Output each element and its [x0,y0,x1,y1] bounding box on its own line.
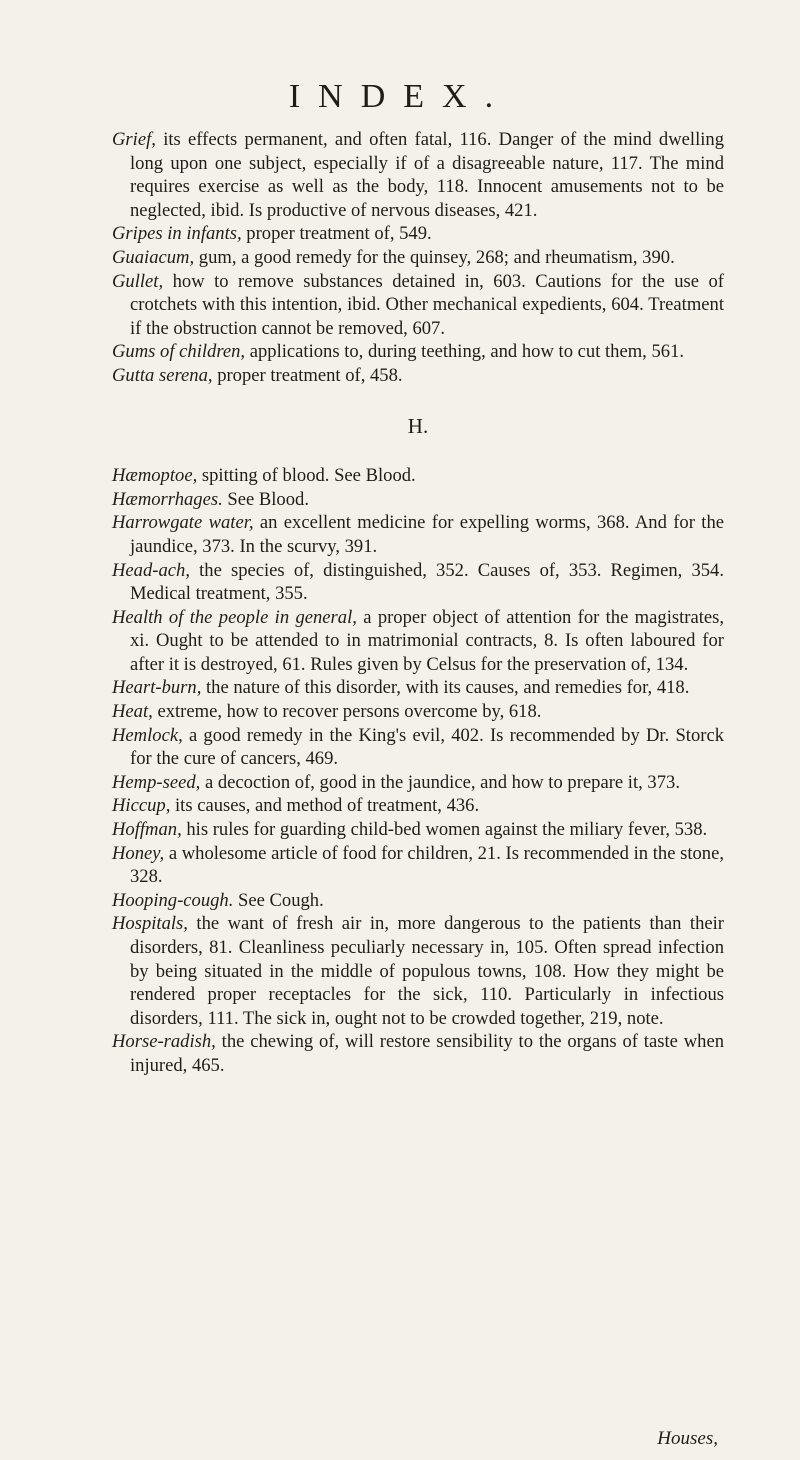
entry-term: Grief, [112,129,156,150]
entry-term: Horse-radish, [112,1031,216,1053]
entry-text: an excellent medicine for expelling worms, 368. And for the jaundice, 373. In the scurvy, 391. [130,512,724,557]
index-entry [112,222,724,246]
entry-term: Harrowgate water, [112,512,254,534]
index-entry [112,889,724,913]
entry-text: its effects permanent, and often fatal, 116. Danger of the mind dwelling long upon one subject, especially if of a disagreeable nature, 117. The mind requires exercise as well as the body, 118. Innocent amusements not to be neglected, ibid. Is productive of nervous diseases, 421. [130,129,724,221]
index-entry [112,700,724,724]
entry-text: the nature of this disorder, with its causes, and remedies for, 418. [201,677,690,699]
index-entry [112,364,724,388]
catchword: Houses, [657,1428,718,1449]
entry-text: his rules for guarding child-bed women against the miliary fever, 538. [181,819,708,841]
entry-term: Hoffman, [112,819,182,841]
entry-text: See Cough. [233,889,324,911]
index-entry [112,842,724,889]
entry-term: Guaiacum, [112,246,195,268]
entry-term: Hooping-cough. [112,889,234,911]
entry-term: Honey, [112,842,165,864]
entry-term: Health of the people in general, [112,606,357,628]
index-entry [112,606,724,677]
index-entry [112,724,724,771]
entry-text: applications to, during teething, and how to cut them, 561. [245,341,685,363]
index-entry [112,912,724,1030]
index-entry [112,511,724,558]
entry-text: spitting of blood. See Blood. [197,465,416,487]
entry-text: the chewing of, will restore sensibility to the organs of taste when injured, 465. [130,1031,724,1076]
entry-term: Hæmorrhages. [112,488,223,510]
page-header: INDEX. [288,78,512,115]
entry-term: Hemlock, [112,724,183,746]
index-entry [112,559,724,606]
index-entry [112,1030,724,1077]
index-entry [112,340,724,364]
entry-term: Head-ach, [112,559,190,581]
entry-text: its causes, and method of treatment, 436. [170,795,480,817]
entry-text: how to remove substances detained in, 603. Cautions for the use of crotchets with this intention, ibid. Other mechanical expedients, 604. Treatment if the obstruction cannot be removed, 607. [130,270,724,339]
index-entry [112,676,724,700]
entry-text: the want of fresh air in, more dangerous to the patients than their disorders, 81. Cleanliness peculiarly necessary in, 105. Often spread infection by being situated in the middle of populous towns, 108. How they might be rendered proper receptacles for the sick, 110. Particularly in infectious disorders, 111. The sick in, ought not to be crowded together, 219, note. [130,913,724,1029]
index-entries [112,128,724,1078]
entry-text: proper treatment of, 549. [241,223,432,245]
entry-term: Hiccup, [112,795,171,817]
entry-term: Heat, [112,701,153,723]
entry-text: a proper object of attention for the magistrates, xi. Ought to be attended to in matrimonial contracts, 8. Is often laboured for after it is destroyed, 61. Rules given by Celsus for the preservation of, 134. [130,606,725,675]
entry-term: Hospitals, [112,913,188,935]
entry-text: gum, a good remedy for the quinsey, 268; and rheumatism, 390. [194,246,675,268]
entry-term: Hemp-seed, [112,771,201,793]
index-entry [112,128,724,222]
entry-text: extreme, how to recover persons overcome by, 618. [152,701,542,723]
index-entry [112,246,724,270]
entry-text: proper treatment of, 458. [212,364,403,386]
entry-term: Gutta serena, [112,364,213,386]
entry-text: a wholesome article of food for children, 21. Is recommended in the stone, 328. [130,842,724,888]
entries-g [112,128,724,388]
entry-text: the species of, distinguished, 352. Causes of, 353. Regimen, 354. Medical treatment, 355. [130,559,724,605]
entry-term: Heart-burn, [112,677,202,699]
entry-term: Gripes in infants, [112,223,242,245]
index-entry [112,464,724,488]
entry-term: Gullet, [112,270,164,292]
index-entry [112,488,724,512]
entry-text: a good remedy in the King's evil, 402. Is recommended by Dr. Storck for the cure of cancers, 469. [130,724,724,770]
section-heading-h: H. [407,413,429,438]
entries-h [112,464,724,1077]
index-entry [112,270,724,341]
index-entry [112,818,724,842]
entry-term: Hæmoptoe, [112,465,198,487]
index-entry [112,771,724,795]
entry-term: Gums of children, [112,341,246,363]
entry-text: See Blood. [222,488,309,510]
index-entry [112,794,724,818]
entry-text: a decoction of, good in the jaundice, and how to prepare it, 373. [200,771,680,793]
